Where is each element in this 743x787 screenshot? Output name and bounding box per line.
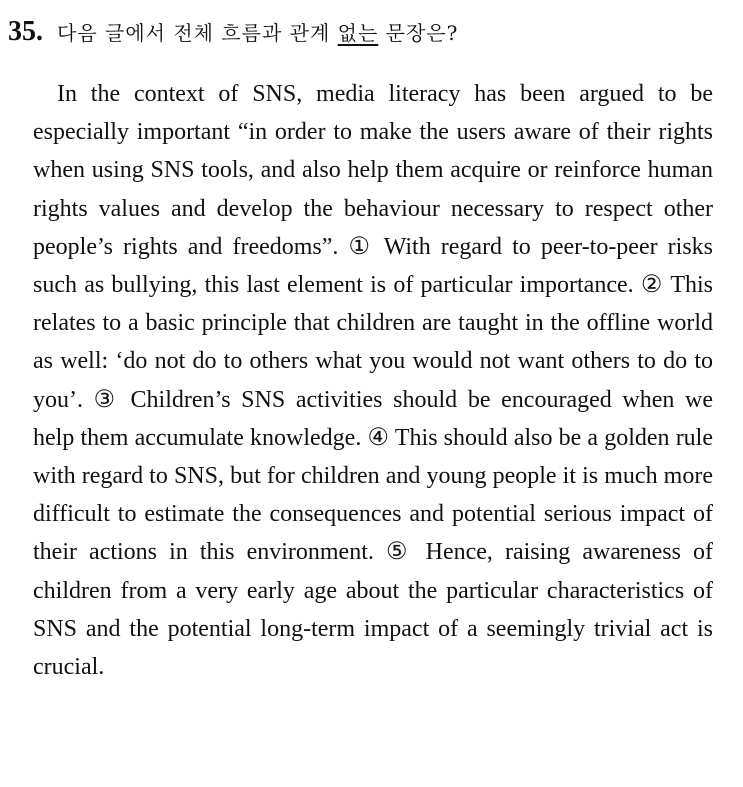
sentence-3-marker: ③ [93, 386, 120, 413]
sentence-5-marker: ⑤ [385, 539, 414, 566]
sentence-3: Children’s SNS activities should be encouraged when we help them accumulate knowledge. [33, 386, 714, 451]
sentence-4-marker: ④ [367, 424, 390, 451]
sentence-5: Hence, raising awareness of children from a very early age about the particular characteristics of SNS and the potential long-term impact of a seemingly trivial act is crucial. [33, 539, 714, 681]
question-number: 35. [8, 16, 43, 47]
reading-passage [33, 75, 713, 686]
sentence-4: This should also be a golden rule with regard to SNS, but for children and young people it is much more difficult to estimate the consequences and potential serious impact of their actions in this environment. [33, 424, 713, 566]
sentence-1-marker: ① [348, 233, 375, 260]
sentence-1: With regard to peer-to-peer risks such as bullying, this last element is of particular importance. [33, 233, 714, 299]
question-prompt-start: 다음 글에서 전체 흐름과 관계 [57, 21, 338, 45]
sentence-2-marker: ② [640, 272, 664, 299]
question-prompt-emphasis: 없는 [337, 21, 379, 45]
question-prompt [57, 21, 458, 45]
question-prompt-end: 문장은? [378, 21, 459, 45]
passage-intro: In the context of SNS, media literacy has been argued to be especially important “in order to make the users aware of their rights when using SNS tools, and also help them acquire or reinforce human rights values and develop the behaviour necessary to respect other people’s rights and freedoms”. [33, 81, 713, 260]
question-header [8, 14, 458, 54]
sentence-2: This relates to a basic principle that children are taught in the offline world as well: ‘do not do to others what you would not want others to do to you’. [33, 272, 713, 413]
